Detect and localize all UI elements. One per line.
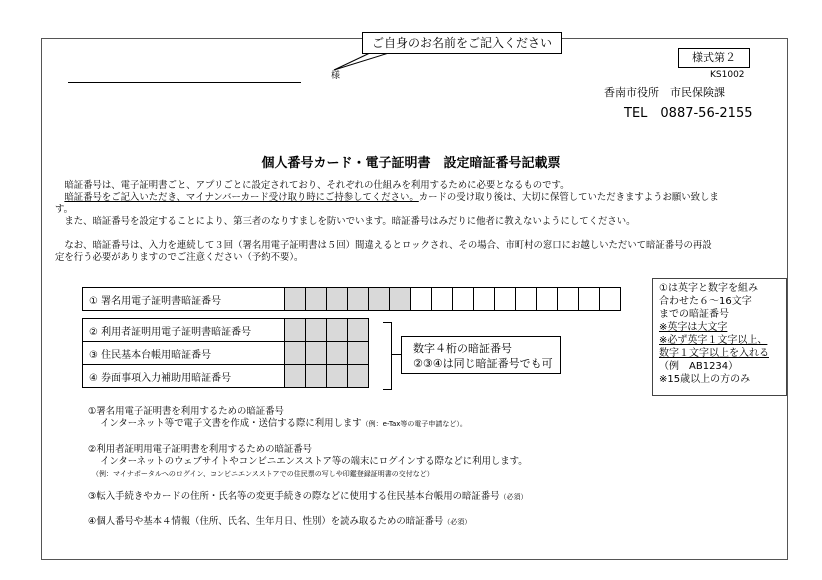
pin-cell[interactable]: [327, 319, 348, 342]
pin-cell[interactable]: [369, 288, 390, 311]
pin-cell[interactable]: [390, 288, 411, 311]
pin-cell[interactable]: [453, 288, 474, 311]
page-title: 個人番号カード・電子証明書 設定暗証番号記載票: [261, 156, 561, 171]
pin-cell[interactable]: [432, 288, 453, 311]
explanation-1-example: （例：e-Tax等の電子申請など）。: [361, 420, 467, 428]
explanation-1-title: ①署名用電子証明書を利用するための暗証番号: [88, 406, 284, 417]
explanation-2-title: ②利用者証明用電子証明書を利用するための暗証番号: [88, 444, 313, 455]
form-number: 様式第２: [678, 48, 750, 68]
pin-row-4: [83, 365, 369, 388]
note-line: 合わせた６～16文字: [659, 296, 752, 307]
paragraph-1: 暗証番号は、電子証明書ごと、アプリごとに設定されており、それぞれの仕組みを利用するために必要となるものです。: [64, 180, 570, 191]
digit-note-line-1: 数字４桁の暗証番号: [413, 342, 512, 355]
pin-rows-4digit: [82, 318, 369, 388]
pin-row-label: ② 利用者証明用電子証明書暗証番号: [83, 319, 285, 342]
explanation-3-text: ③転入手続きやカードの住所・氏名等の変更手続きの際などに使用する住民基本台帳用の暗証番号: [88, 491, 500, 502]
signature-pin-note: [652, 278, 787, 396]
pin-cell[interactable]: [327, 288, 348, 311]
rows-bracket: [383, 322, 392, 390]
pin-cell[interactable]: [306, 288, 327, 311]
note-line: ※15歳以上の方のみ: [659, 374, 751, 385]
explanation-3: [88, 491, 528, 503]
pin-cell[interactable]: [348, 342, 369, 365]
note-line: ※必ず英字１文字以上、: [659, 335, 768, 346]
explanation-3-required: （必須）: [499, 493, 528, 501]
explanation-2-example: （例：マイナポータルへのログイン、コンビニエンスストアでの住民票の写しや印鑑登録証明書の交付など）: [92, 470, 434, 478]
paragraph-3: また、暗証番号を設定することにより、第三者のなりすましを防いでいます。暗証番号はみだりに他者に教えないようにしてください。: [64, 216, 636, 227]
note-line: 数字１文字以上を入れる: [659, 348, 769, 359]
pin-cell[interactable]: [285, 319, 306, 342]
pin-cell[interactable]: [558, 288, 579, 311]
pin-row-2: [83, 319, 369, 342]
pin-cell[interactable]: [474, 288, 495, 311]
pin-row-label: ④ 券面事項入力補助用暗証番号: [83, 365, 285, 388]
pin-cell[interactable]: [495, 288, 516, 311]
explanation-2-body: インターネットのウェブサイトやコンビニエンスストア等の端末にログインする際などに利用します。: [100, 456, 528, 467]
office-name: 香南市役所 市民保険課: [604, 86, 725, 99]
pin-cell[interactable]: [348, 288, 369, 311]
explanation-4: [88, 516, 471, 528]
digit-note-box: [401, 336, 561, 374]
pin-cell[interactable]: [285, 288, 306, 311]
pin-row-3: [83, 342, 369, 365]
paragraph-4: なお、暗証番号は、入力を連続して３回（署名用電子証明書は５回）間違えるとロックされ、その場合、市町村の窓口にお越しいただいて暗証番号の再設定を行う必要がありますのでご注意ください（予約不要）。: [55, 240, 712, 263]
pin-row-label: ③ 住民基本台帳用暗証番号: [83, 342, 285, 365]
explanation-4-text: ④個人番号や基本４情報（住所、氏名、生年月日、性別）を読み取るための暗証番号: [88, 516, 444, 527]
pin-cell[interactable]: [537, 288, 558, 311]
honorific: 様: [331, 71, 341, 81]
explanation-1-body: [100, 418, 467, 430]
name-callout: ご自身のお名前をご記入ください: [362, 32, 562, 54]
pin-cell[interactable]: [327, 342, 348, 365]
pin-cell[interactable]: [348, 319, 369, 342]
office-tel: TEL 0887-56-2155: [624, 106, 753, 121]
digit-note-line-2: ②③④は同じ暗証番号でも可: [413, 357, 553, 370]
pin-cell[interactable]: [579, 288, 600, 311]
note-line: ※英字は大文字: [659, 322, 728, 333]
note-line: （例 AB1234）: [659, 361, 739, 372]
pin-cell[interactable]: [600, 288, 621, 311]
paragraph-2: [55, 192, 720, 216]
pin-cell[interactable]: [306, 342, 327, 365]
pin-cell[interactable]: [306, 365, 327, 388]
pin-cell[interactable]: [348, 365, 369, 388]
form-code: KS1002: [710, 70, 745, 80]
name-entry-line[interactable]: [68, 82, 301, 83]
explanation-1-text: インターネット等で電子文書を作成・送信する際に利用します: [100, 418, 362, 429]
pin-cell[interactable]: [516, 288, 537, 311]
pin-cell[interactable]: [285, 342, 306, 365]
paragraph-2-rest: カードの受け取り後は、大切に保管していただきますようお願い致します。: [55, 192, 719, 215]
rows-bracket-tick: [391, 354, 401, 355]
pin-cell[interactable]: [285, 365, 306, 388]
paragraph-2-underlined: 暗証番号をご記入いただき、マイナンバーカード受け取り時にご持参してください。: [64, 192, 419, 203]
pin-cell[interactable]: [411, 288, 432, 311]
pin-cell[interactable]: [327, 365, 348, 388]
explanation-4-required: （必須）: [443, 518, 472, 526]
note-line: までの暗証番号: [659, 309, 729, 320]
pin-row-label: ① 署名用電子証明書暗証番号: [83, 288, 285, 311]
pin-row-1: [82, 287, 621, 311]
pin-cell[interactable]: [306, 319, 327, 342]
note-line: ①は英字と数字を組み: [659, 283, 758, 294]
